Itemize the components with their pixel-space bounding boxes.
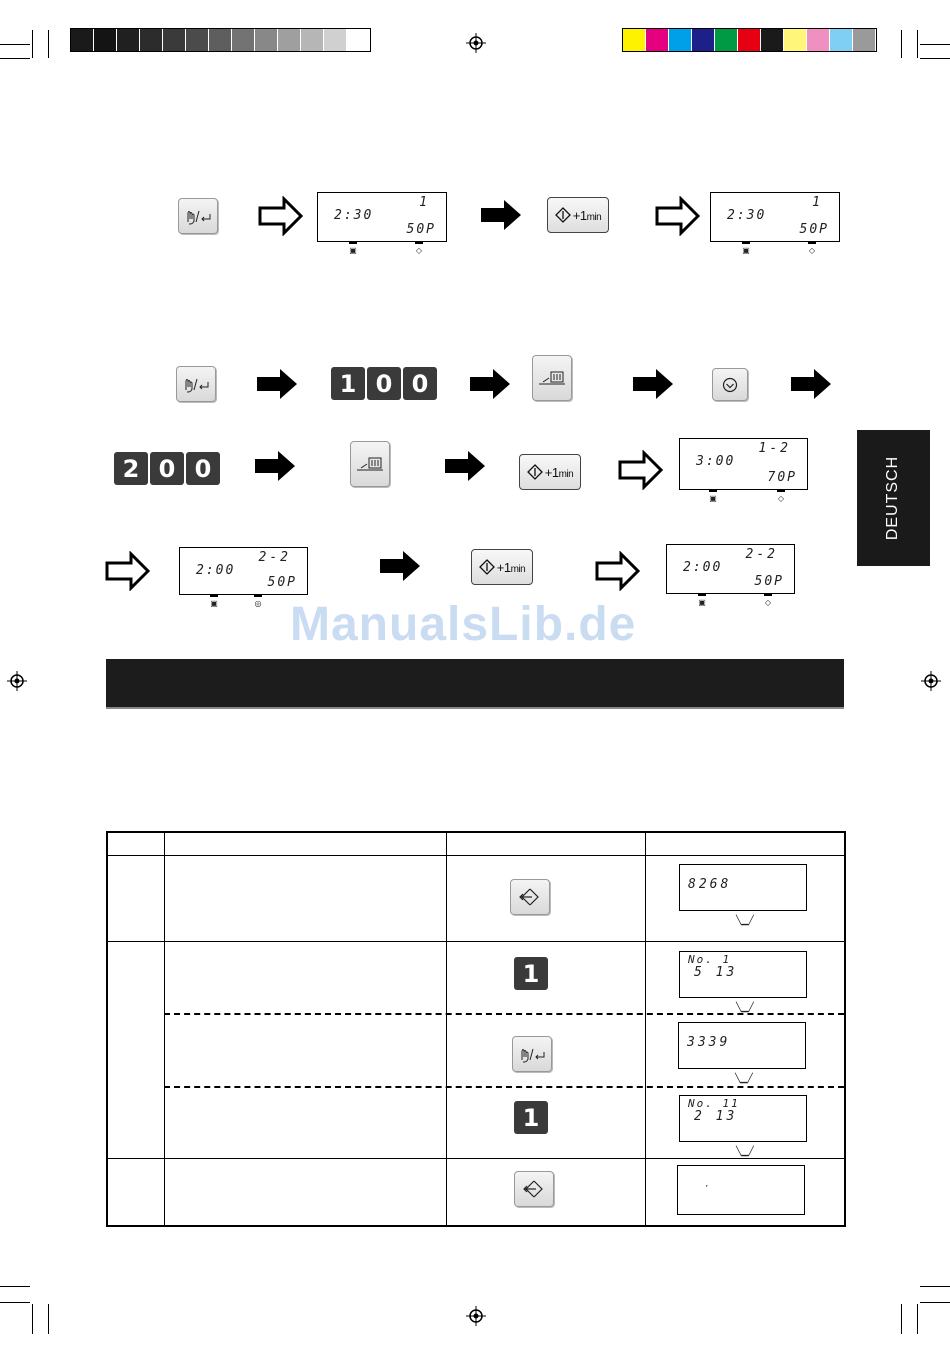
gray-swatch bbox=[278, 29, 301, 51]
more-less-indicator-icon: ◎ bbox=[251, 595, 265, 608]
gray-swatch bbox=[163, 29, 186, 51]
start-icon bbox=[527, 464, 543, 480]
section-heading-bar bbox=[106, 659, 844, 709]
microwave-indicator-icon: ▣ bbox=[695, 594, 709, 607]
display-panel: 3339 ╲▁╱ bbox=[678, 1022, 806, 1069]
more-less-button[interactable] bbox=[712, 368, 748, 401]
color-swatch bbox=[715, 29, 738, 51]
display-panel: No. 11 2 13 ╲▁╱ bbox=[679, 1095, 807, 1142]
gray-swatch bbox=[140, 29, 163, 51]
microwave-indicator-icon: ▣ bbox=[706, 490, 720, 503]
microwave-indicator-icon: ▣ bbox=[346, 242, 360, 255]
number-key[interactable]: 1 bbox=[514, 957, 548, 990]
gray-swatch bbox=[232, 29, 255, 51]
stop-clear-button[interactable] bbox=[178, 198, 218, 234]
memory-button[interactable] bbox=[514, 1171, 554, 1207]
display-panel: · bbox=[677, 1165, 805, 1215]
microwave-power-button[interactable] bbox=[350, 441, 390, 487]
gray-swatch bbox=[71, 29, 94, 51]
blinking-memory-indicator-icon: ╲▁╱ bbox=[736, 915, 754, 925]
display-panel: 1 2:30 50P ▣ ◇ bbox=[317, 192, 447, 242]
registration-target-icon bbox=[921, 671, 941, 691]
microwave-indicator-icon: ▣ bbox=[739, 242, 753, 255]
gray-swatch bbox=[301, 29, 324, 51]
outline-arrow-icon bbox=[105, 551, 151, 591]
display-panel: 1-2 3:00 70P ▣ ◇ bbox=[679, 438, 808, 490]
gray-swatch bbox=[255, 29, 278, 51]
color-swatch bbox=[761, 29, 784, 51]
number-key[interactable]: 2 bbox=[114, 452, 148, 485]
number-key[interactable]: 0 bbox=[367, 367, 401, 400]
gray-swatch bbox=[186, 29, 209, 51]
display-panel: 2-2 2:00 50P ▣ ◇ bbox=[666, 544, 795, 594]
language-tab: DEUTSCH bbox=[857, 430, 930, 566]
procedure-table bbox=[106, 831, 846, 1227]
color-swatch bbox=[692, 29, 715, 51]
number-keys bbox=[331, 367, 437, 400]
registration-target-icon bbox=[466, 1306, 486, 1326]
microwave-indicator-icon: ▣ bbox=[207, 595, 221, 608]
gray-swatch bbox=[94, 29, 117, 51]
outline-arrow-icon bbox=[595, 551, 641, 591]
hand-return-icon bbox=[181, 374, 211, 394]
number-key[interactable]: 0 bbox=[186, 452, 220, 485]
display-panel: No. 1 5 13 ╲▁╱ bbox=[679, 951, 807, 998]
microwave-power-icon bbox=[537, 369, 567, 387]
solid-arrow-icon bbox=[444, 450, 486, 482]
color-swatch bbox=[807, 29, 830, 51]
start-plus-one-min-button[interactable]: +1min bbox=[519, 454, 581, 490]
color-swatch bbox=[784, 29, 807, 51]
solid-arrow-icon bbox=[256, 368, 298, 400]
microwave-power-icon bbox=[355, 455, 385, 473]
blinking-memory-indicator-icon: ╲▁╱ bbox=[736, 1002, 754, 1012]
hand-return-icon bbox=[183, 206, 213, 226]
gray-swatch bbox=[117, 29, 140, 51]
watermark: ManualsLib.de bbox=[290, 598, 637, 651]
gray-swatch bbox=[324, 29, 347, 51]
hand-return-icon bbox=[517, 1044, 547, 1064]
color-bar bbox=[622, 28, 877, 52]
number-key[interactable]: 0 bbox=[403, 367, 437, 400]
blinking-memory-indicator-icon: ╲▁╱ bbox=[735, 1073, 753, 1083]
registration-target-icon bbox=[7, 671, 27, 691]
start-plus-one-min-button[interactable]: +1min bbox=[471, 549, 533, 585]
start-indicator-icon: ◇ bbox=[412, 242, 426, 255]
number-key[interactable]: 0 bbox=[150, 452, 184, 485]
solid-arrow-icon bbox=[469, 368, 511, 400]
color-swatch bbox=[830, 29, 853, 51]
memory-arrow-icon bbox=[518, 887, 542, 907]
microwave-power-button[interactable] bbox=[532, 355, 572, 401]
solid-arrow-icon bbox=[480, 199, 522, 231]
outline-arrow-icon bbox=[655, 196, 701, 236]
start-indicator-icon: ◇ bbox=[805, 242, 819, 255]
color-swatch bbox=[738, 29, 761, 51]
start-icon bbox=[479, 559, 495, 575]
registration-target-icon bbox=[466, 33, 486, 53]
memory-button[interactable] bbox=[510, 879, 550, 915]
number-key[interactable]: 1 bbox=[331, 367, 365, 400]
color-swatch bbox=[853, 29, 876, 51]
display-panel: 1 2:30 50P ▣ ◇ bbox=[710, 192, 840, 242]
number-key[interactable]: 1 bbox=[514, 1101, 548, 1134]
color-swatch bbox=[669, 29, 692, 51]
display-panel: 8268 ╲▁╱ bbox=[679, 864, 807, 911]
gray-swatch bbox=[347, 29, 370, 51]
start-icon bbox=[555, 207, 571, 223]
outline-arrow-icon bbox=[618, 450, 664, 490]
color-swatch bbox=[646, 29, 669, 51]
solid-arrow-icon bbox=[790, 368, 832, 400]
circle-v-icon bbox=[722, 377, 738, 393]
start-indicator-icon: ◇ bbox=[774, 490, 788, 503]
display-panel: 2-2 2:00 50P ▣ ◎ bbox=[179, 547, 308, 595]
blinking-memory-indicator-icon: ╲▁╱ bbox=[736, 1146, 754, 1156]
solid-arrow-icon bbox=[632, 368, 674, 400]
gray-swatch bbox=[209, 29, 232, 51]
solid-arrow-icon bbox=[379, 550, 421, 582]
start-plus-one-min-button[interactable]: +1min bbox=[547, 197, 609, 233]
solid-arrow-icon bbox=[254, 450, 296, 482]
start-indicator-icon: ◇ bbox=[761, 594, 775, 607]
grayscale-bar bbox=[70, 28, 371, 52]
number-keys bbox=[114, 452, 220, 485]
color-swatch bbox=[623, 29, 646, 51]
memory-arrow-icon bbox=[522, 1179, 546, 1199]
stop-clear-button[interactable] bbox=[176, 366, 216, 402]
outline-arrow-icon bbox=[258, 196, 304, 236]
stop-clear-button[interactable] bbox=[512, 1036, 552, 1072]
